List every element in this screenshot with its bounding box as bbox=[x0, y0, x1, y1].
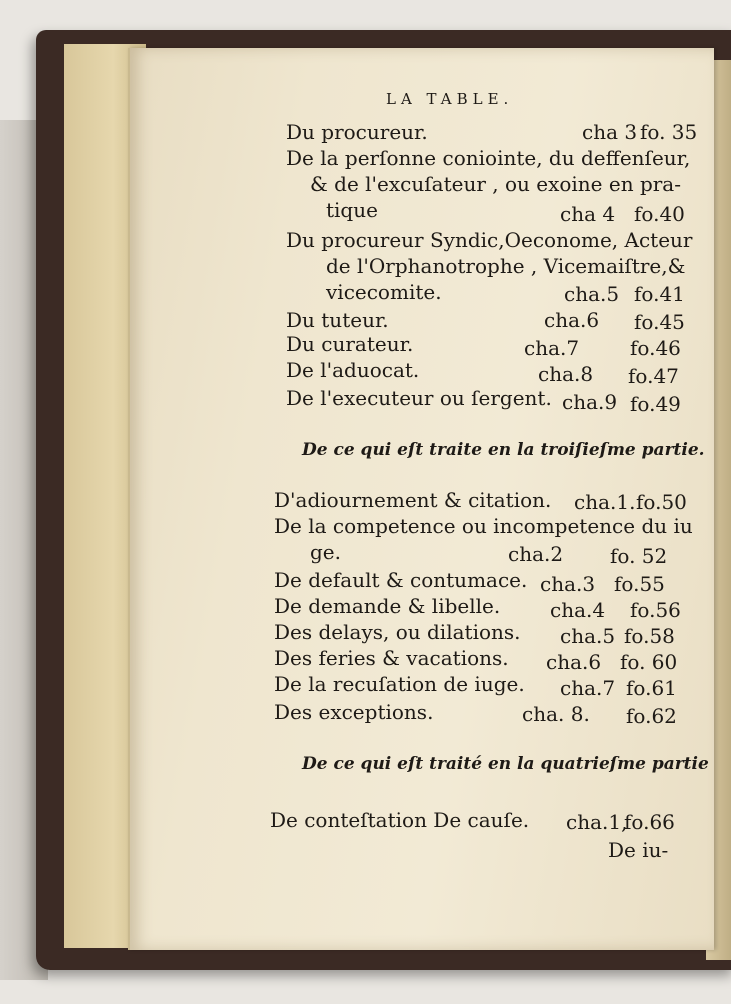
entry-folio: fo.40 bbox=[634, 202, 685, 226]
section-heading: De ce qui eſt traité en la quatrieſme partie bbox=[302, 754, 709, 774]
entry-line: De demande & libelle. bbox=[274, 594, 501, 618]
entry-line: De l'executeur ou ſergent. bbox=[286, 386, 552, 410]
entry-folio: fo.50 bbox=[636, 490, 687, 514]
entry-folio: fo.61 bbox=[626, 676, 677, 700]
entry-folio: fo.45 bbox=[634, 310, 685, 334]
entry-folio: fo.55 bbox=[614, 572, 665, 596]
entry-chapter: cha.6 bbox=[546, 650, 602, 674]
entry-chapter: cha.3 bbox=[540, 572, 596, 596]
entry-chapter: cha.8 bbox=[538, 362, 594, 386]
entry-chapter: cha. 8. bbox=[522, 702, 590, 726]
entry-folio: fo.56 bbox=[630, 598, 681, 622]
entry-folio: fo.46 bbox=[630, 336, 681, 360]
entry-line: De default & contumace. bbox=[274, 568, 528, 592]
entry-chapter: cha.7 bbox=[524, 336, 580, 360]
entry-line: Des delays, ou dilations. bbox=[274, 620, 521, 644]
entry-line: De la recuſation de iuge. bbox=[274, 672, 525, 696]
entry-line: De conteſtation De cauſe. bbox=[270, 808, 530, 832]
section-heading: De ce qui eſt traite en la troiſieſme partie. bbox=[302, 440, 705, 460]
entry-chapter: cha.7 bbox=[560, 676, 616, 700]
entry-line: De la competence ou incompetence du iu bbox=[274, 514, 693, 538]
entry-chapter: cha.9 bbox=[562, 390, 618, 414]
entry-line: De la perſonne coniointe, du deffenſeur, bbox=[286, 146, 691, 170]
entry-line: De l'aduocat. bbox=[286, 358, 420, 382]
entry-folio: fo.66 bbox=[624, 810, 675, 834]
running-head: LA TABLE. bbox=[386, 90, 514, 108]
entry-folio: fo. 52 bbox=[610, 544, 668, 568]
entry-line: Du curateur. bbox=[286, 332, 414, 356]
entry-chapter: cha.4 bbox=[550, 598, 606, 622]
entry-chapter: cha 3 bbox=[582, 120, 638, 144]
entry-folio: fo.41 bbox=[634, 282, 685, 306]
entry-folio: fo.49 bbox=[630, 392, 681, 416]
entry-line: Des feries & vacations. bbox=[274, 646, 509, 670]
book-page bbox=[128, 48, 714, 950]
entry-line: Du tuteur. bbox=[286, 308, 389, 332]
entry-line: Des exceptions. bbox=[274, 700, 434, 724]
entry-folio: fo. 35 bbox=[640, 120, 698, 144]
entry-line: D'adiournement & citation. bbox=[274, 488, 552, 512]
entry-line: tique bbox=[326, 198, 378, 222]
entry-line: & de l'excuſateur , ou exoine en pra- bbox=[310, 172, 681, 196]
entry-folio: fo. 60 bbox=[620, 650, 678, 674]
entry-folio: fo.58 bbox=[624, 624, 675, 648]
entry-line: de l'Orphanotrophe , Vicemaiſtre,& bbox=[326, 254, 686, 278]
entry-folio: fo.47 bbox=[628, 364, 679, 388]
entry-chapter: cha.5 bbox=[560, 624, 616, 648]
entry-chapter: cha 4 bbox=[560, 202, 616, 226]
entry-chapter: cha.1, bbox=[566, 810, 628, 834]
entry-line: vicecomite. bbox=[326, 280, 442, 304]
entry-folio: fo.62 bbox=[626, 704, 677, 728]
entry-chapter: cha.6 bbox=[544, 308, 600, 332]
entry-chapter: cha.5 bbox=[564, 282, 620, 306]
entry-line: Du procureur Syndic,Oeconome, Acteur bbox=[286, 228, 693, 252]
entry-line: ge. bbox=[310, 540, 341, 564]
entry-chapter: cha.1. bbox=[574, 490, 636, 514]
catchword: De iu- bbox=[608, 838, 669, 862]
entry-line: Du procureur. bbox=[286, 120, 428, 144]
entry-chapter: cha.2 bbox=[508, 542, 564, 566]
